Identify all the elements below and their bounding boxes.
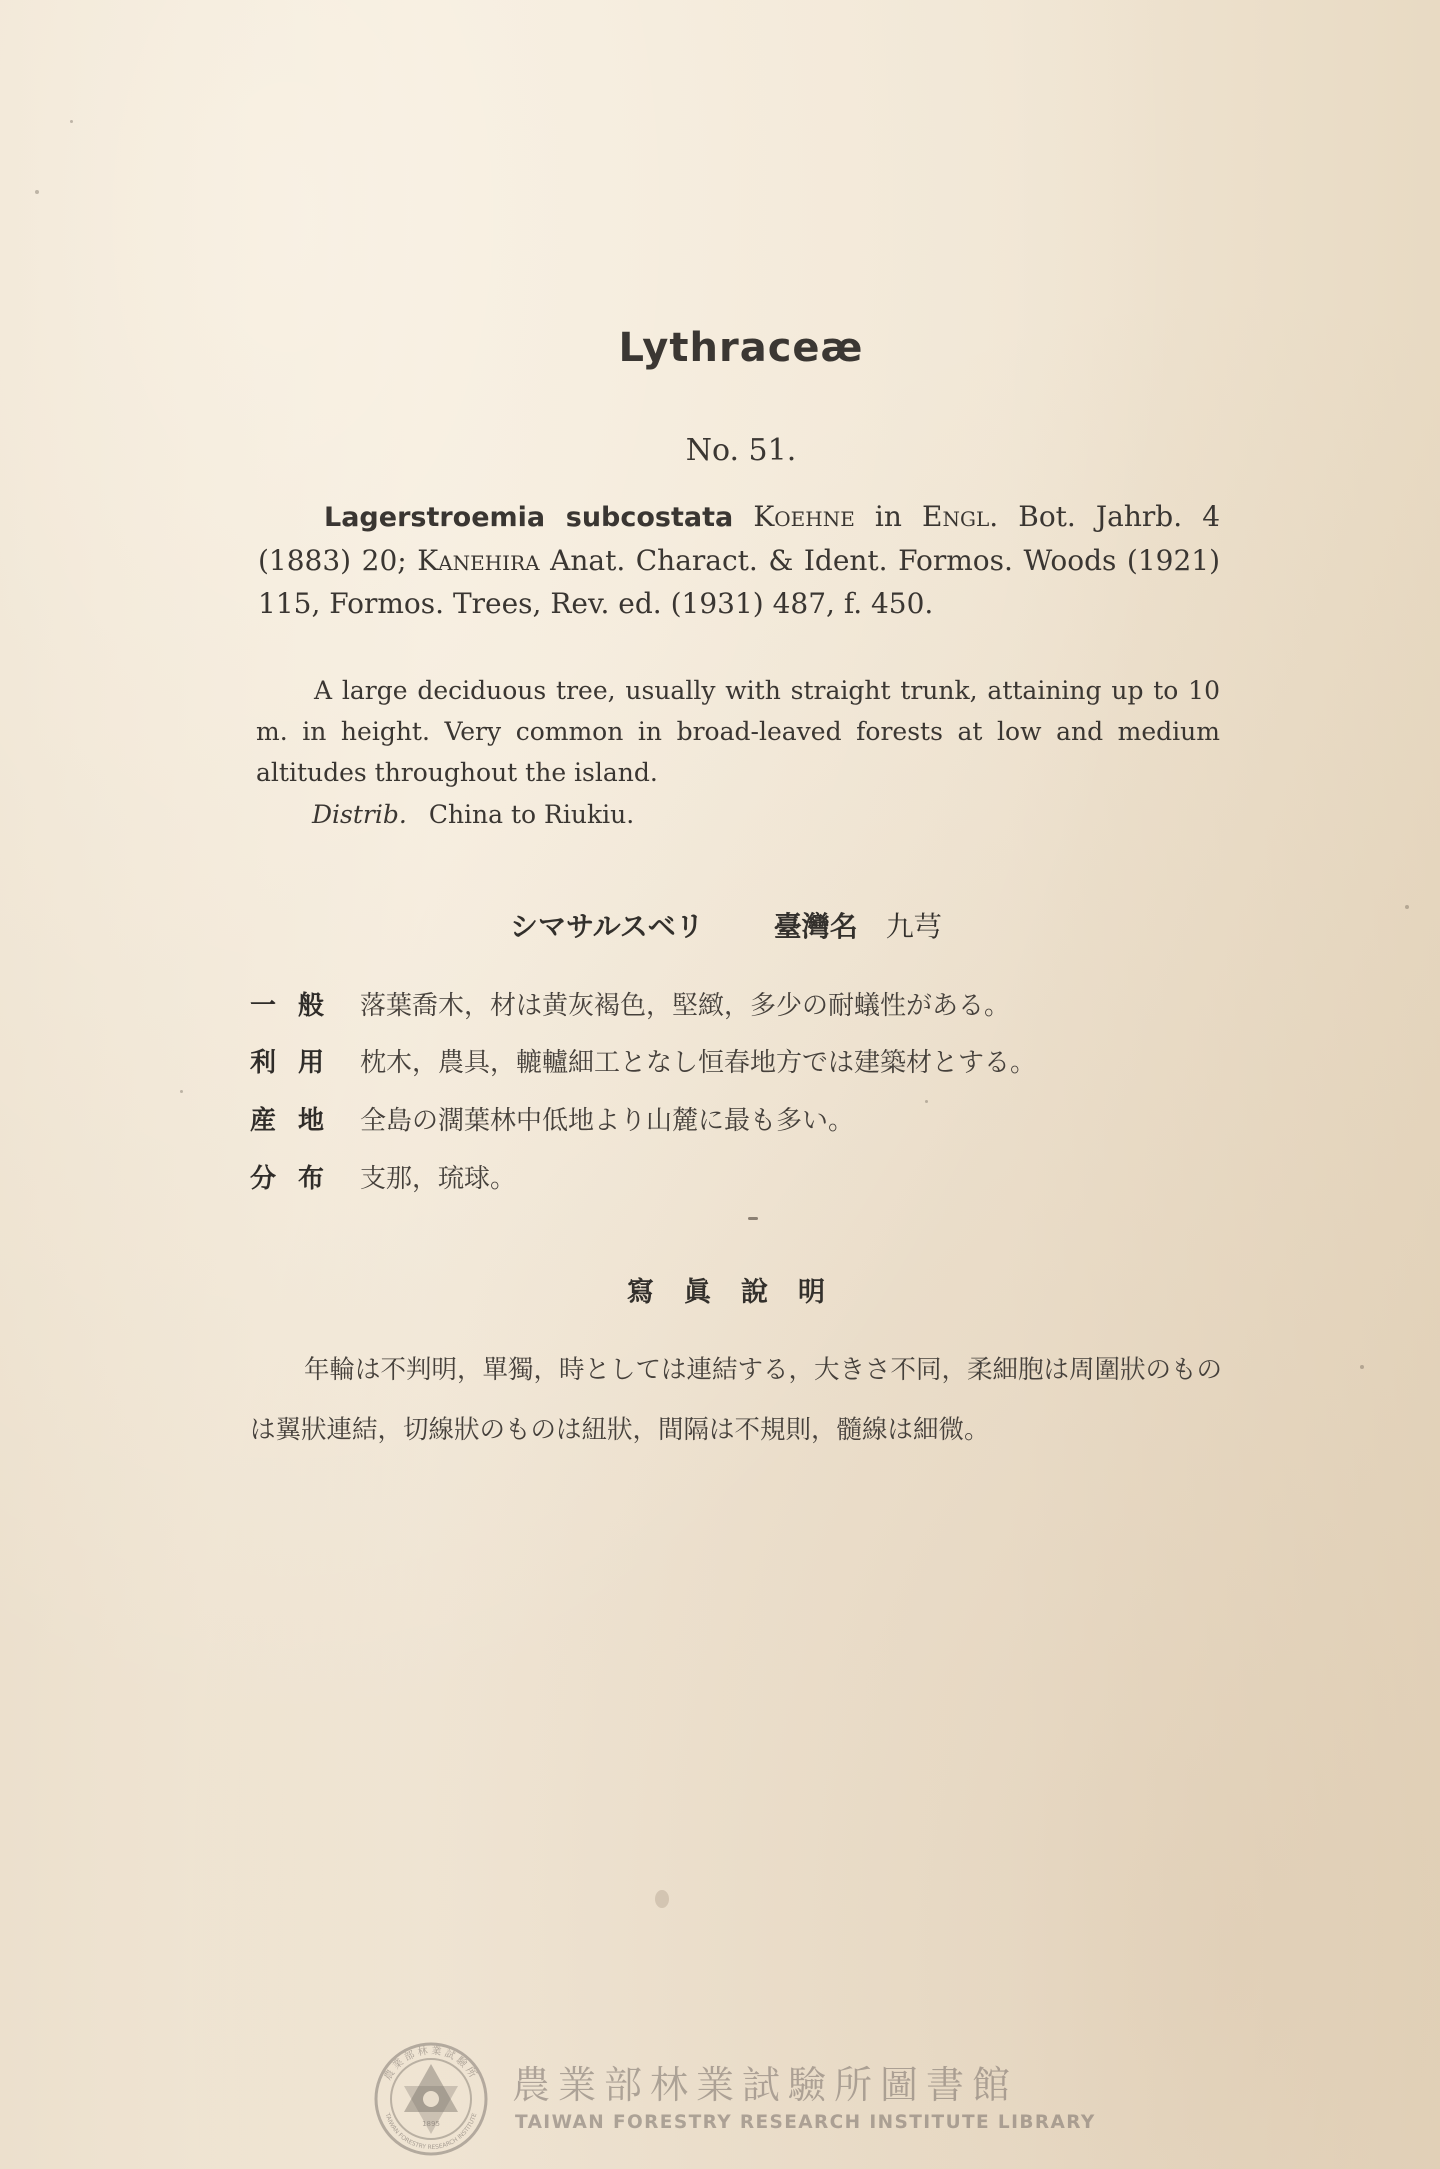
author-koehne: Koehne	[753, 500, 855, 533]
seal-top-text: 農業部林業試驗所	[382, 2045, 480, 2083]
taiwan-name: 九芎	[885, 910, 942, 943]
info-row-use	[250, 1042, 1036, 1079]
info-term: 産地	[250, 1106, 347, 1136]
info-term: 一般	[250, 991, 347, 1021]
paper-speck	[70, 120, 73, 123]
distribution-text: China to Riukiu.	[428, 800, 635, 829]
paper-speck	[180, 1090, 183, 1093]
paper-speck	[748, 1217, 758, 1220]
info-text: 全島の濶葉林中低地より山麓に最も多い。	[360, 1106, 855, 1136]
distribution-line	[312, 800, 634, 829]
japanese-name-heading	[510, 905, 942, 945]
citation-part-3: Anat. Charact. & Ident. Formos. Woods (1921) 115, Formos. Trees, Rev. ed. (1931) 487, f. 450.	[258, 544, 1221, 620]
citation-part-1: in	[854, 500, 923, 533]
info-row-distribution	[250, 1158, 516, 1195]
library-name-chinese: 農業部林業試驗所圖書館	[512, 2063, 1019, 2107]
paper-speck	[1405, 905, 1409, 909]
citation-part-2: Bot. Jahrb. 4 (1883) 20;	[258, 500, 1221, 577]
paper-speck	[35, 190, 39, 194]
info-text: 落葉喬木，材は黄灰褐色，堅緻，多少の耐蟻性がある。	[360, 991, 1011, 1021]
species-number: No. 51.	[685, 433, 797, 468]
seal-bottom-text: TAIWAN FORESTRY RESEARCH INSTITUTE	[383, 2112, 479, 2152]
info-term: 分布	[250, 1164, 347, 1194]
info-row-locality	[250, 1100, 854, 1137]
info-text: 支那，琉球。	[360, 1164, 517, 1194]
paper-speck	[925, 1100, 928, 1103]
family-title: Lythraceæ	[618, 325, 864, 371]
author-kanehira: Kanehira	[417, 544, 540, 577]
info-row-general	[250, 985, 1010, 1022]
info-text: 枕木，農具，轆轤細工となし恒春地方では建築材とする。	[360, 1048, 1037, 1078]
taiwan-name-label: 臺灣名	[773, 910, 858, 943]
journal-engl: Engl.	[922, 500, 999, 533]
seal-year: 1895	[422, 2120, 440, 2128]
info-term: 利用	[250, 1048, 347, 1078]
japanese-name: シマサルスベリ	[510, 910, 704, 943]
library-name-english: TAIWAN FORESTRY RESEARCH INSTITUTE LIBRARY	[515, 2112, 1096, 2133]
species-name: Lagerstroemia subcostata	[324, 502, 734, 533]
distribution-label: Distrib.	[312, 800, 407, 829]
library-seal-icon	[372, 2040, 490, 2158]
species-description: A large deciduous tree, usually with straight trunk, attaining up to 10 m. in height. Very common in broad-leaved forests at low and medium altitudes throughout the island.	[256, 676, 1220, 787]
paper-speck	[1360, 1365, 1364, 1369]
library-watermark	[372, 2040, 1096, 2160]
photo-explanation-text: 年輪は不判明，單獨，時としては連結する，大きさ不同，柔細胞は周圍狀のものは翼狀連結，切線狀のものは紐狀，間隔は不規則，髓線は細微。	[250, 1355, 1223, 1445]
citation-block	[258, 495, 1220, 625]
photo-explanation-heading: 寫眞說明	[627, 1277, 855, 1308]
paper-speck	[655, 1890, 669, 1908]
